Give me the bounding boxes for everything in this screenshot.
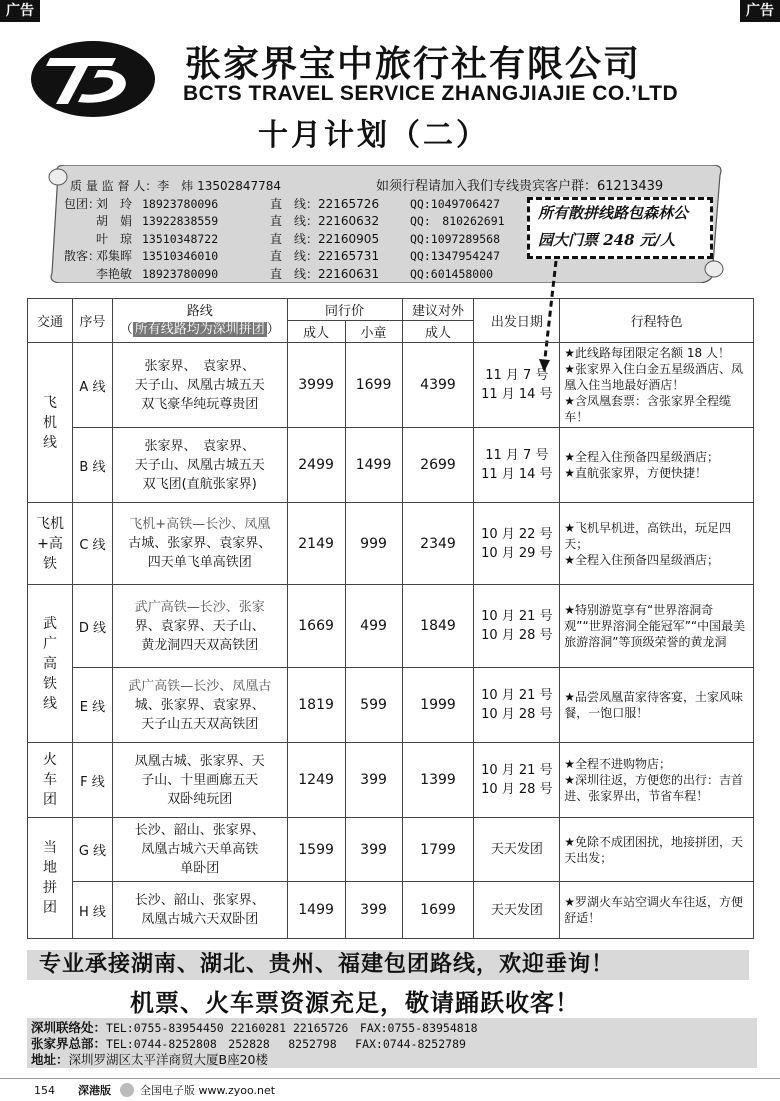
table-row xyxy=(28,743,754,818)
dates-cell: 10 月 21 号 10 月 28 号 xyxy=(474,743,560,818)
dates-cell: 11 月 7 号 11 月 14 号 xyxy=(474,428,560,503)
table-row xyxy=(28,428,754,503)
header-route-note: 所有线路均为深圳拼团 xyxy=(134,321,265,337)
table-row xyxy=(28,668,754,743)
suggest-price: 1849 xyxy=(402,585,474,668)
traffic-cell: 武广高铁线 xyxy=(28,585,73,743)
features-cell: ★飞机早机进，高铁出，玩足四天； ★全程入住预备四星级酒店； xyxy=(560,503,754,585)
child-price: 399 xyxy=(345,818,402,882)
adult-price: 1819 xyxy=(287,668,345,743)
ticket-notice xyxy=(527,197,713,259)
edition-icon xyxy=(120,1083,134,1097)
company-name-cn: 张家界宝中旅行社有限公司 xyxy=(185,44,642,85)
ad-label-left: 广告 xyxy=(0,0,40,22)
child-price: 1499 xyxy=(345,428,402,503)
dates-cell: 11 月 7 号 11 月 14 号 xyxy=(474,343,560,428)
child-price: 399 xyxy=(345,743,402,818)
table-row xyxy=(28,882,754,939)
child-price: 999 xyxy=(345,503,402,585)
child-price: 599 xyxy=(345,668,402,743)
addr-label: 地址： xyxy=(31,1052,69,1067)
site-label: 全国电子版 www.zyoo.net xyxy=(140,1084,276,1097)
seq-cell: C 线 xyxy=(72,503,112,585)
contact-name: 邓集晖 xyxy=(96,249,133,263)
seq-cell: F 线 xyxy=(72,743,112,818)
features-cell: ★全程入住预备四星级酒店； ★直航张家界，方便快捷！ xyxy=(560,428,754,503)
features-cell: ★品尝凤凰苗家待客宴，土家风味餐，一饱口服！ xyxy=(560,668,754,743)
suggest-price: 1399 xyxy=(402,743,474,818)
contact-mobile: 13510348722 xyxy=(142,231,219,246)
page-number: 154 xyxy=(34,1084,55,1097)
seq-cell: G 线 xyxy=(72,818,112,882)
contact-name: 胡 娟 xyxy=(96,214,133,228)
header-seq: 序号 xyxy=(72,299,112,343)
contact-qq: QQ:1097289568 xyxy=(410,231,501,246)
contact-qq: QQ:601458000 xyxy=(410,266,494,281)
company-name-en: BCTS TRAVEL SERVICE ZHANGJIAJIE CO.’LTD xyxy=(183,82,679,105)
page-footer xyxy=(0,1078,780,1100)
header-adult-suggest: 成人 xyxy=(402,321,474,343)
table-row xyxy=(28,343,754,428)
sz-text: TEL:0755-83954450 22160281 22165726 FAX:0755-83954818 xyxy=(106,1021,478,1035)
suggest-price: 2699 xyxy=(402,428,474,503)
header-features: 行程特色 xyxy=(560,299,754,343)
notice-line: 园大门票 248 元/人 xyxy=(538,231,676,249)
route-cell: 飞机+高铁—长沙、凤凰 古城、张家界、袁家界、 四天单飞单高铁团 xyxy=(112,503,287,585)
suggest-price: 1799 xyxy=(402,818,474,882)
seq-cell: A 线 xyxy=(72,343,112,428)
features-cell: ★特别游览享有“世界溶洞奇观”“世界溶洞全能冠军”“中国最美旅游溶洞”等顶级荣誉的黄龙洞 xyxy=(560,585,754,668)
traffic-cell: 火车团 xyxy=(28,743,73,818)
adult-price: 2499 xyxy=(287,428,345,503)
features-cell: ★罗湖火车站空调火车往返，方便舒适！ xyxy=(560,882,754,939)
edition-label: 深港版 xyxy=(78,1084,111,1097)
suggest-price: 1999 xyxy=(402,668,474,743)
suggest-price: 2349 xyxy=(402,503,474,585)
route-table xyxy=(27,298,754,939)
company-logo xyxy=(28,38,158,120)
child-price: 399 xyxy=(345,882,402,939)
contact-mobile: 13510346010 xyxy=(142,249,219,263)
notice-line: 所有散拼线路包森林公 xyxy=(538,204,689,222)
header-route: 路线 （ 所有线路均为深圳拼团 ） xyxy=(112,299,287,343)
table-row xyxy=(28,503,754,585)
header-traffic: 交通 xyxy=(28,299,73,343)
header-adult: 成人 xyxy=(287,321,345,343)
contact-info xyxy=(27,1018,757,1068)
seq-cell: H 线 xyxy=(72,882,112,939)
dates-cell: 天天发团 xyxy=(474,882,560,939)
contact-direct: 直 线：22160631 xyxy=(270,266,380,281)
suggest-price: 1699 xyxy=(402,882,474,939)
dates-cell: 10 月 21 号 10 月 28 号 xyxy=(474,668,560,743)
features-cell: ★全程不进购物店； ★深圳往返，方便您的出行：吉首进、张家界出，节省车程！ xyxy=(560,743,754,818)
header-suggest-price: 建议对外 xyxy=(402,299,474,321)
contact-name: 刘 玲 xyxy=(96,196,133,211)
header-departure: 出发日期 xyxy=(474,299,560,343)
route-cell: 张家界、 袁家界、 天子山、凤凰古城五天 双飞团(直航张家界) xyxy=(112,428,287,503)
seq-cell: B 线 xyxy=(72,428,112,503)
adult-price: 2149 xyxy=(287,503,345,585)
contact-mobile: 18923780096 xyxy=(142,196,219,211)
dates-cell: 10 月 22 号 10 月 29 号 xyxy=(474,503,560,585)
seq-cell: D 线 xyxy=(72,585,112,668)
contact-mobile: 18923780090 xyxy=(142,266,219,281)
contact-qq: QQ: 810262691 xyxy=(410,214,505,228)
header-child: 小童 xyxy=(345,321,402,343)
child-price: 499 xyxy=(345,585,402,668)
addr-text: 深圳罗湖区太平洋商贸大厦B座20楼 xyxy=(68,1052,268,1067)
contact-qq: QQ:1347954247 xyxy=(410,249,501,263)
route-cell: 张家界、 袁家界、 天子山、凤凰古城五天 双飞豪华纯玩尊贵团 xyxy=(112,343,287,428)
banner-line1: 专业承接湖南、湖北、贵州、福建包团路线，欢迎垂询！ xyxy=(27,950,749,980)
contact-name: 李艳敏 xyxy=(96,266,133,281)
contact-role: 包团： xyxy=(64,196,101,211)
contact-direct: 直 线：22165731 xyxy=(270,249,380,263)
contact-direct: 直 线：22160905 xyxy=(270,231,380,246)
dates-cell: 天天发团 xyxy=(474,818,560,882)
contact-mobile: 13922838559 xyxy=(142,214,219,228)
table-row xyxy=(28,585,754,668)
adult-price: 3999 xyxy=(287,343,345,428)
route-cell: 凤凰古城、张家界、天 子山、十里画廊五天 双卧纯玩团 xyxy=(112,743,287,818)
contact-row xyxy=(70,266,720,284)
supervisor: 质 量 监 督 人：李 炜 13502847784 xyxy=(70,179,282,193)
features-cell: ★此线路每团限定名额 18 人！ ★张家界入住白金五星级酒店、凤凰入住当地最好酒店！ ★含凤凰套票：含张家界全程缆车！ xyxy=(560,343,754,428)
route-cell: 长沙、韶山、张家界、 凤凰古城六天单高铁 单卧团 xyxy=(112,818,287,882)
zjj-label: 张家界总部： xyxy=(31,1036,107,1051)
traffic-cell: 飞机+高铁 xyxy=(28,503,73,585)
traffic-cell: 飞机线 xyxy=(28,343,73,503)
adult-price: 1249 xyxy=(287,743,345,818)
contact-qq: QQ:1049706427 xyxy=(410,196,501,211)
sz-label: 深圳联络处： xyxy=(31,1020,107,1035)
contact-direct: 直 线：22165726 xyxy=(270,196,380,211)
table-row xyxy=(28,818,754,882)
plan-title: 十月计划（二） xyxy=(258,118,489,153)
suggest-price: 4399 xyxy=(402,343,474,428)
adult-price: 1599 xyxy=(287,818,345,882)
adult-price: 1669 xyxy=(287,585,345,668)
child-price: 1699 xyxy=(345,343,402,428)
contact-header-row xyxy=(70,178,720,196)
contact-direct: 直 线：22160632 xyxy=(270,214,380,228)
zjj-text: TEL:0744-8252808 252828 8252798 FAX:0744-8252789 xyxy=(106,1037,466,1051)
contact-name: 叶 琼 xyxy=(96,231,133,246)
adult-price: 1499 xyxy=(287,882,345,939)
vip-group: 如须行程请加入我们专线贵宾客户群：61213439 xyxy=(376,179,664,194)
traffic-cell: 当地拼团 xyxy=(28,818,73,939)
route-cell: 武广高铁—长沙、凤凰古 城、张家界、袁家界、 天子山五天双高铁团 xyxy=(112,668,287,743)
contact-role: 散客： xyxy=(64,249,101,263)
header-route-label: 路线 xyxy=(186,303,213,319)
dates-cell: 10 月 21 号 10 月 28 号 xyxy=(474,585,560,668)
features-cell: ★免除不成团困扰，地接拼团，天天出发； xyxy=(560,818,754,882)
route-cell: 武广高铁—长沙、张家 界、袁家界、天子山、 黄龙洞四天双高铁团 xyxy=(112,585,287,668)
ad-label-right: 广告 xyxy=(740,0,780,22)
seq-cell: E 线 xyxy=(72,668,112,743)
header-peer-price: 同行价 xyxy=(287,299,402,321)
banner-line2: 机票、火车票资源充足，敬请踊跃收客！ xyxy=(130,989,580,1017)
route-cell: 长沙、韶山、张家界、 凤凰古城六天双卧团 xyxy=(112,882,287,939)
